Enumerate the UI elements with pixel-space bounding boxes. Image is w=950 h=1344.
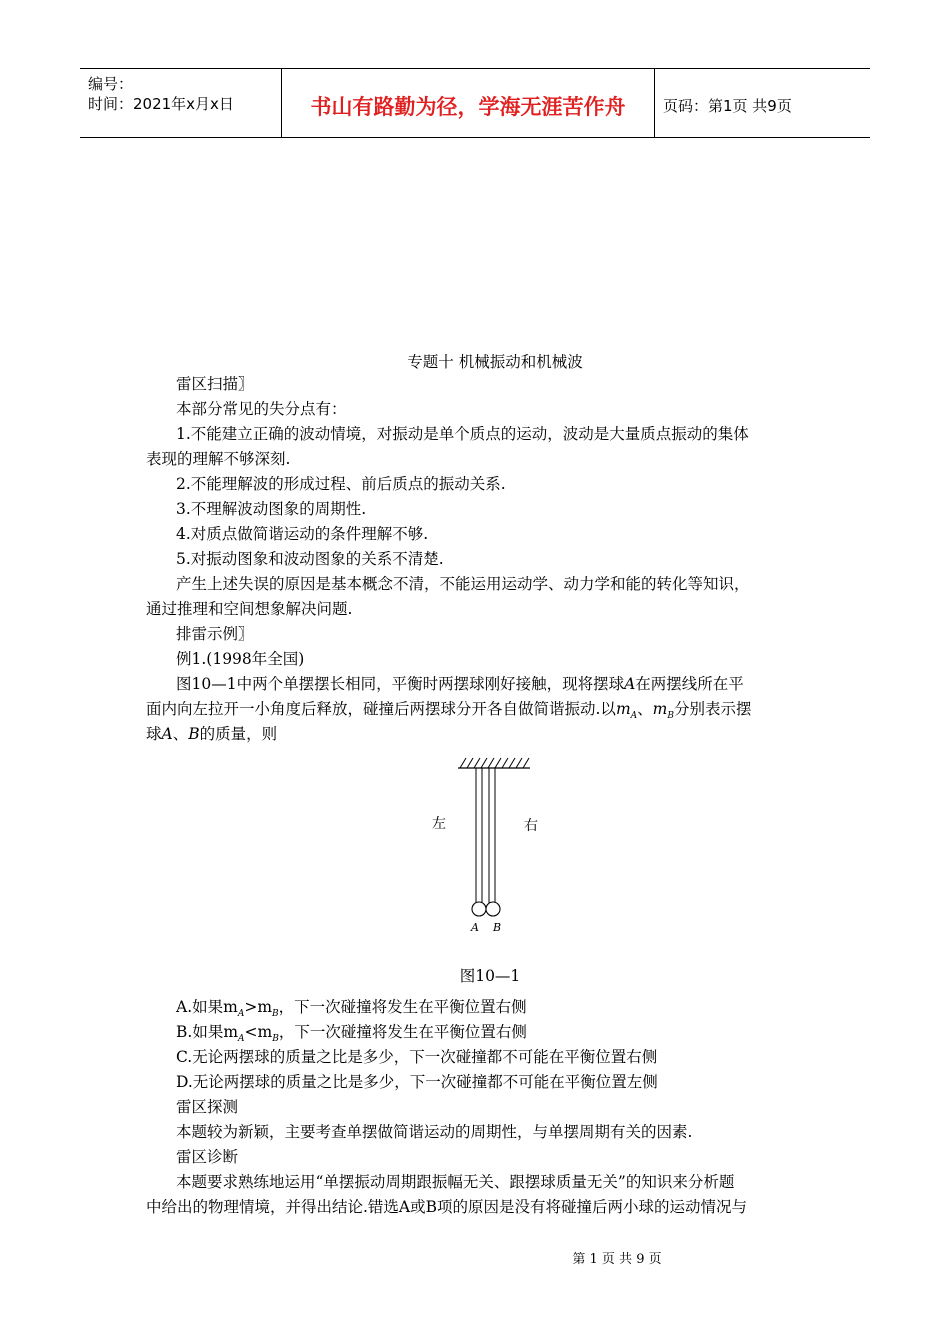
question-text: 的质量，则 [199, 725, 278, 743]
probe-heading: 雷区探测 [176, 1098, 239, 1116]
question-text: 图10—1中两个单摆摆长相同，平衡时两摆球刚好接触，现将摆球 [176, 675, 625, 693]
diagnosis-line-2: 中给出的物理情境，并得出结论.错选A或B项的原因是没有将碰撞后两小球的运动情况与 [146, 1198, 748, 1216]
separator: 、 [637, 700, 653, 718]
option-text: ，下一次碰撞将发生在平衡位置右侧 [278, 998, 527, 1016]
header-motto-cell [282, 69, 655, 137]
header-table [80, 68, 870, 138]
question-line-3 [146, 724, 277, 744]
intro-text: 本部分常见的失分点有： [176, 400, 347, 418]
ball-a-label: A [471, 921, 479, 934]
question-text: 分别表示摆 [673, 700, 752, 718]
mass-symbol: m [652, 700, 668, 718]
question-text: 在两摆线所在平 [635, 675, 744, 693]
ceiling-hatch [460, 758, 529, 768]
number-label: 编号： [88, 75, 134, 93]
item-3: 3.不理解波动图象的周期性. [176, 500, 367, 518]
question-line-2 [146, 699, 752, 726]
question-text: 球 [146, 725, 162, 743]
question-line-1 [176, 674, 744, 694]
var-a: A [624, 675, 636, 693]
example-title: 例1.(1998年全国) [176, 650, 305, 668]
header-info-cell [80, 69, 282, 137]
comparison: <m [244, 1023, 273, 1041]
header-page-cell [655, 69, 870, 137]
item-2: 2.不能理解波的形成过程、前后质点的振动关系. [176, 475, 506, 493]
option-text: A.如果m [176, 998, 238, 1016]
diagnosis-heading: 雷区诊断 [176, 1148, 239, 1166]
mass-symbol: m [615, 700, 631, 718]
example-heading: 排雷示例〗 [176, 625, 254, 643]
ball-b [486, 902, 500, 916]
ball-a [472, 902, 486, 916]
page-info: 页码：第1页 共9页 [663, 97, 792, 115]
subscript-b: B [272, 1009, 279, 1020]
probe-text: 本题较为新颖，主要考查单摆做简谐运动的周期性，与单摆周期有关的因素. [176, 1123, 693, 1141]
right-label: 右 [524, 818, 538, 834]
var-b: B [188, 725, 200, 743]
option-b [176, 1022, 527, 1049]
question-text: 面内向左拉开一小角度后释放，碰撞后两摆球分开各自做简谐振动.以 [146, 700, 616, 718]
motto: 书山有路勤为径，学海无涯苦作舟 [310, 95, 626, 119]
var-a: A [161, 725, 173, 743]
scan-heading: 雷区扫描〗 [176, 375, 254, 393]
left-label: 左 [432, 816, 446, 832]
separator: 、 [172, 725, 189, 743]
reason-line-2: 通过推理和空间想象解决问题. [146, 600, 353, 618]
page-title: 专题十 机械振动和机械波 [407, 353, 583, 371]
diagnosis-line-1: 本题要求熟练地运用“单摆振动周期跟振幅无关、跟摆球质量无关”的知识来分析题 [176, 1173, 735, 1191]
subscript-a: A [237, 1009, 245, 1020]
pendulum-figure [420, 748, 550, 938]
figure-caption: 图10—1 [459, 967, 521, 985]
time-label: 时间：2021年x月x日 [88, 95, 234, 113]
subscript-b: B [272, 1034, 279, 1045]
option-d: D.无论两摆球的质量之比是多少，下一次碰撞都不可能在平衡位置左侧 [176, 1073, 658, 1091]
option-text: ，下一次碰撞将发生在平衡位置右侧 [278, 1023, 527, 1041]
item-5: 5.对振动图象和波动图象的关系不清楚. [176, 550, 444, 568]
comparison: >m [244, 998, 273, 1016]
mass-subscript-b: B [667, 711, 674, 722]
item-1-line-2: 表现的理解不够深刻. [146, 450, 291, 468]
option-text: B.如果m [176, 1023, 239, 1041]
ball-b-label: B [493, 921, 502, 934]
reason-line-1: 产生上述失误的原因是基本概念不清，不能运用运动学、动力学和能的转化等知识， [176, 575, 750, 593]
page-footer: 第 1 页 共 9 页 [572, 1252, 662, 1267]
subscript-a: A [238, 1034, 245, 1045]
mass-subscript-a: A [630, 711, 638, 722]
item-1-line-1: 1.不能建立正确的波动情境，对振动是单个质点的运动，波动是大量质点振动的集体 [176, 425, 749, 443]
option-c: C.无论两摆球的质量之比是多少，下一次碰撞都不可能在平衡位置右侧 [176, 1048, 658, 1066]
option-a [176, 997, 527, 1024]
item-4: 4.对质点做简谐运动的条件理解不够. [176, 525, 429, 543]
